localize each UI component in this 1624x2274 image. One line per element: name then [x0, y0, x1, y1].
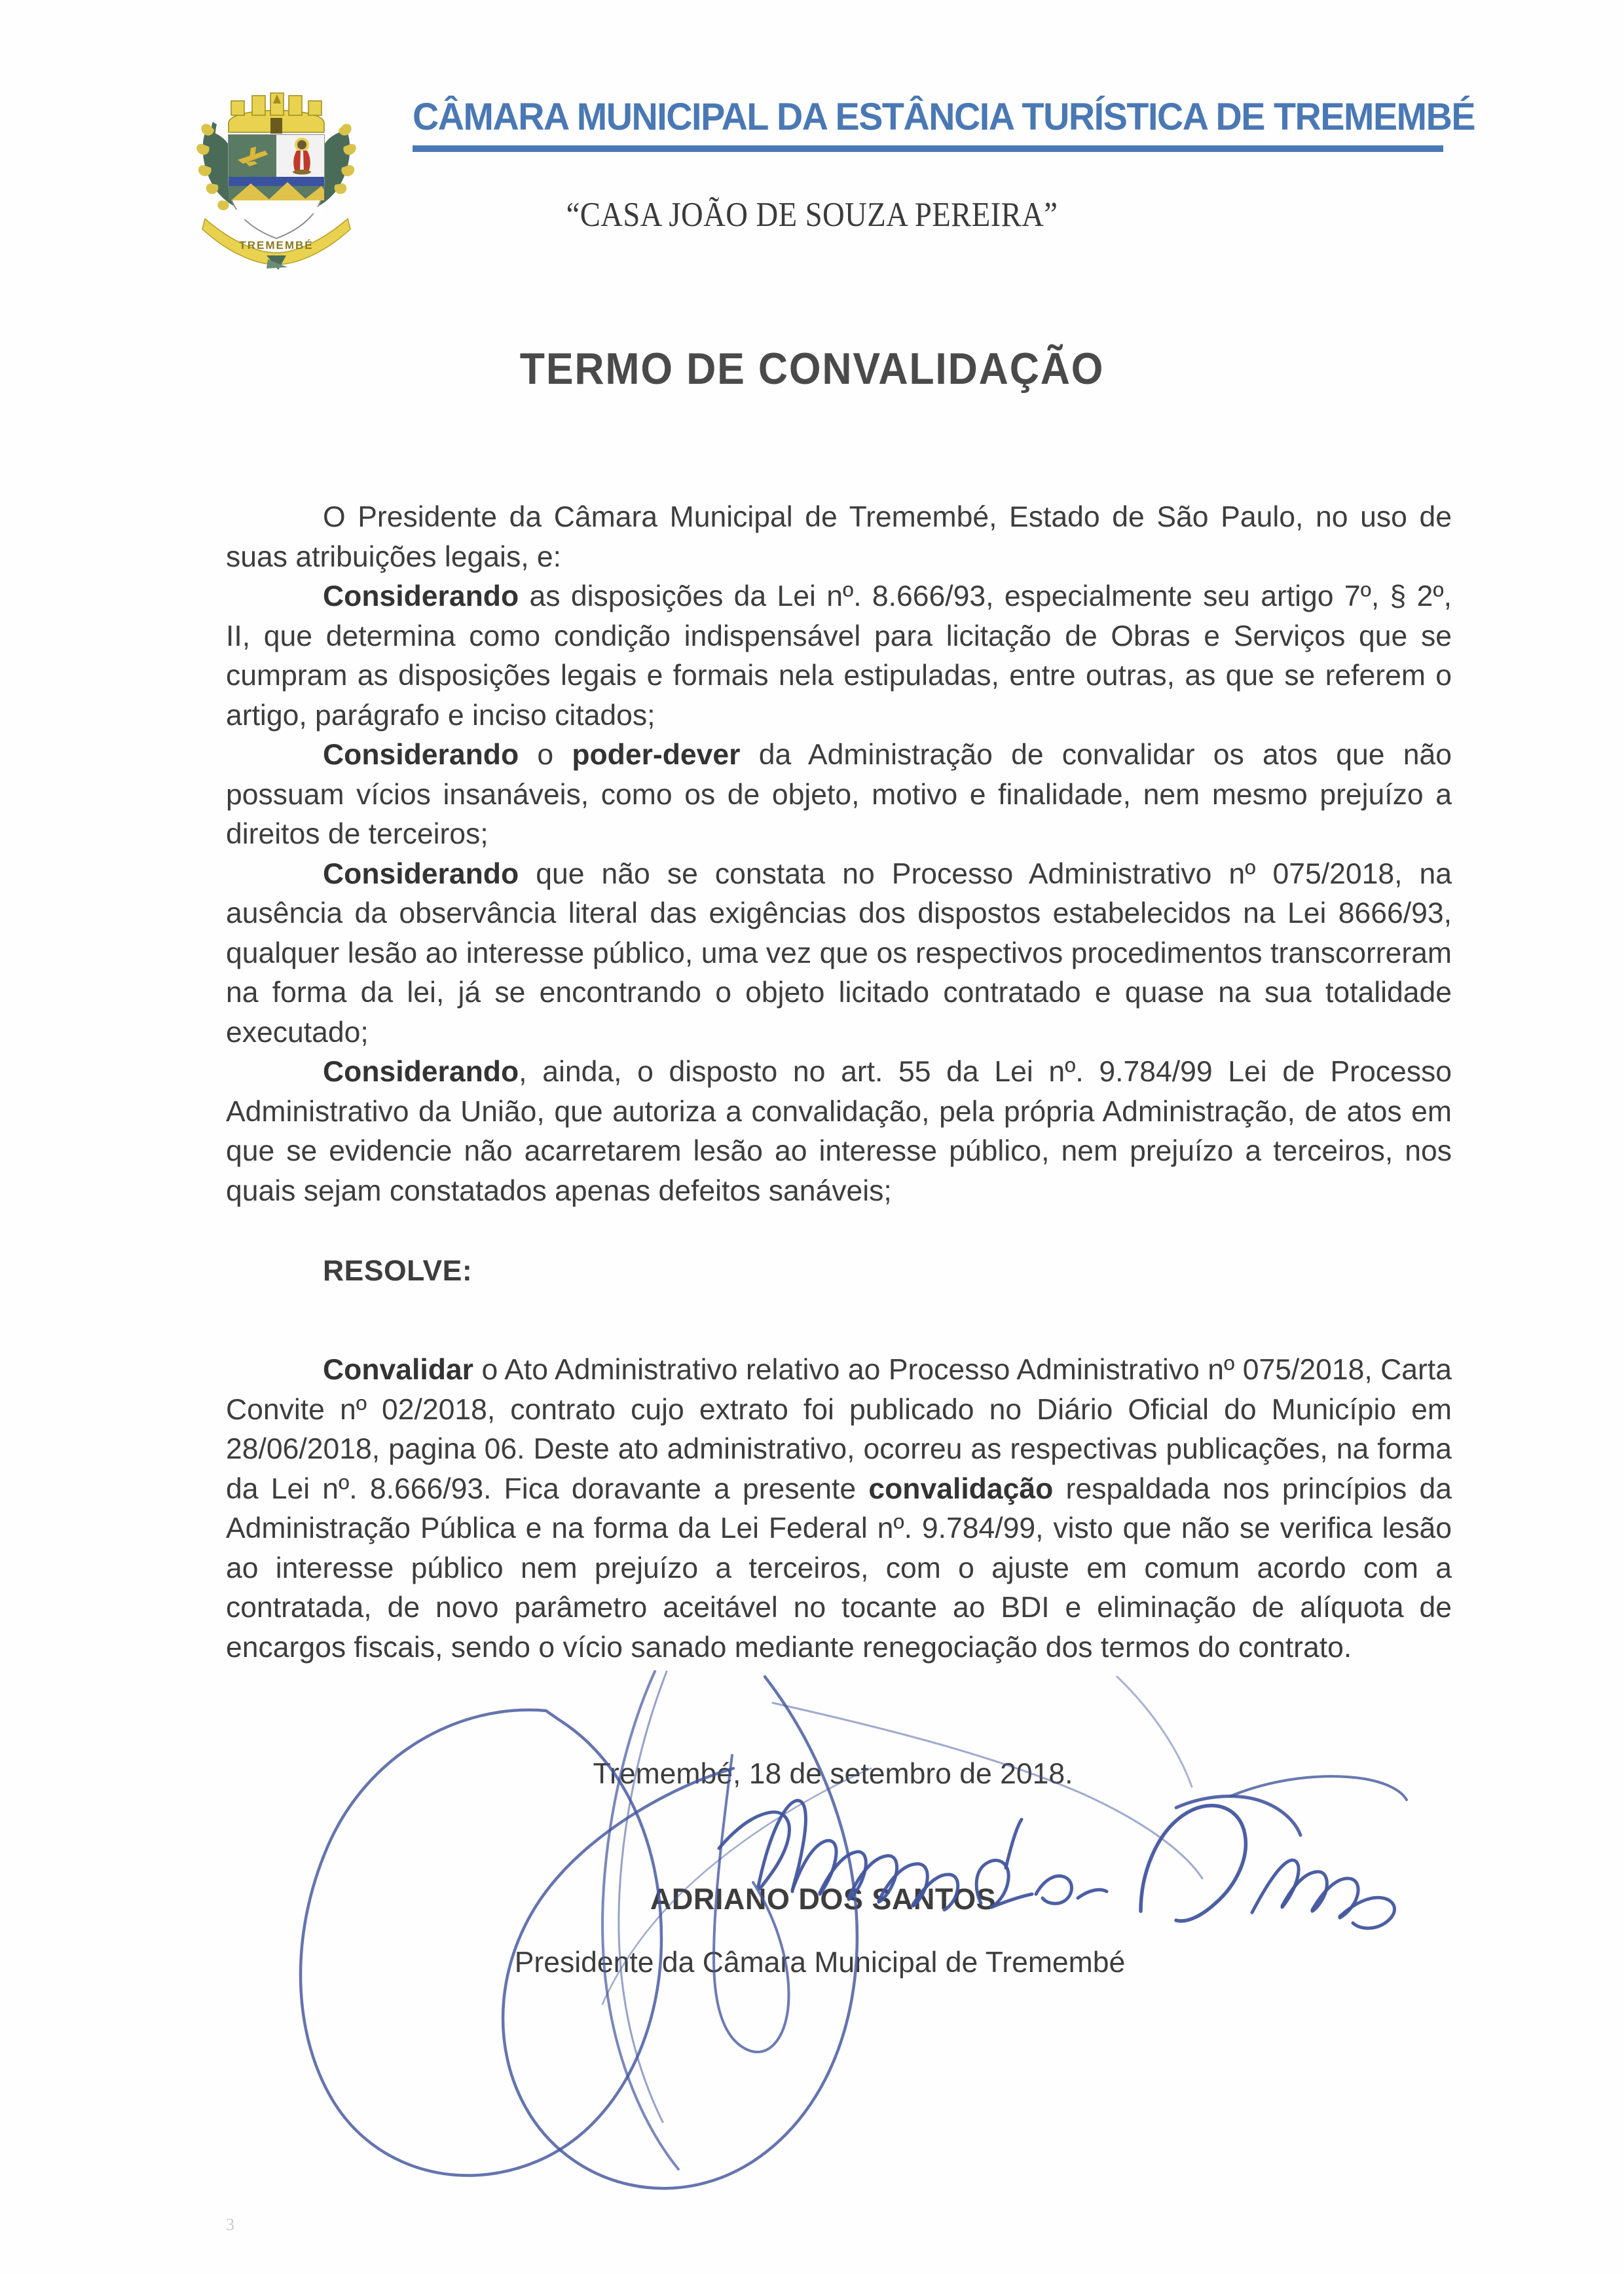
- resolve-label: RESOLVE:: [323, 1255, 473, 1288]
- page-number: 3: [226, 2215, 234, 2234]
- header-divider: [413, 145, 1443, 152]
- header-title-block: [413, 96, 1475, 152]
- spacer: [226, 1320, 1452, 1351]
- signer-role: Presidente da Câmara Municipal de Tremembé: [514, 1947, 1126, 1979]
- header-subtitle: “CASA JOÃO DE SOUZA PEREIRA”: [566, 196, 1058, 234]
- considerando-text-2a: o: [519, 739, 572, 772]
- institution-title: CÂMARA MUNICIPAL DA ESTÂNCIA TURÍSTICA DE TREMEMBÉ: [413, 96, 1475, 138]
- considerando-text-4: , ainda, o disposto no art. 55 da Lei nº. 9.784/99 Lei de Processo Administrativo da União, que autoriza a convalidação, pela própria Administração, de atos em que se evidencie não acarretarem lesão ao interesse público, nem prejuízo a terceiros, nos quais sejam constatados apenas defeitos sanáveis;: [226, 1056, 1452, 1207]
- convalidar-text-a: o Ato Administrativo relativo ao Processo Administrativo nº 075/2018, Carta Convite nº 02/2018, contrato cujo extrato foi publicado no Diário Oficial do Município em 28/06/2018, pagina 06. Deste ato administrativo, ocorreu as respectivas publicações, na forma da Lei nº. 8.666/93. Fica doravante a presente: [226, 1354, 1452, 1505]
- document-body: [226, 498, 1452, 1668]
- place-and-date: Tremembé, 18 de setembro de 2018.: [593, 1758, 1073, 1790]
- paragraph-considerando-3: [226, 855, 1452, 1053]
- preamble-text: O Presidente da Câmara Municipal de Tremembé, Estado de São Paulo, no uso de suas atribuições legais, e:: [226, 501, 1452, 573]
- considerando-lead-2: Considerando: [323, 739, 519, 772]
- paragraph-considerando-2: [226, 736, 1452, 855]
- page-title: TERMO DE CONVALIDAÇÃO: [519, 344, 1105, 394]
- convalidar-text-b: respaldada nos princípios da Administração Pública e na forma da Lei Federal nº. 9.784/99, visto que não se verifica lesão ao interesse público nem prejuízo a terceiros, com o ajuste em comum acordo com a contratada, de novo parâmetro aceitável no tocante ao BDI e eliminação de alíquota de encargos fiscais, sendo o vício sanado mediante renegociação dos termos do contrato.: [226, 1472, 1452, 1664]
- coat-of-arms-icon: [194, 84, 358, 270]
- considerando-text-2b: da Administração de convalidar os atos que não possuam vícios insanáveis, como os de objeto, motivo e finalidade, nem mesmo prejuízo a direitos de terceiros;: [226, 739, 1452, 851]
- paragraph-convalidar: [226, 1351, 1452, 1668]
- signer-name: ADRIANO DOS SANTOS: [650, 1882, 997, 1916]
- considerando-lead-3: Considerando: [323, 857, 519, 890]
- considerando-lead-1: Considerando: [323, 580, 519, 613]
- paragraph-considerando-1: [226, 577, 1452, 736]
- svg-text:TREMEMBÉ: TREMEMBÉ: [239, 239, 314, 252]
- paragraph-considerando-4: [226, 1053, 1452, 1211]
- considerando-text-1: as disposições da Lei nº. 8.666/93, especialmente seu artigo 7º, § 2º, II, que determina como condição indispensável para licitação de Obras e Serviços que se cumpram as disposições legais e formais nela estipuladas, entre outras, as que se referem o artigo, parágrafo e inciso citados;: [226, 580, 1452, 732]
- paragraph-preamble: [226, 498, 1452, 577]
- document-header: [0, 0, 1624, 282]
- convalidacao-emphasis: convalidação: [868, 1472, 1054, 1505]
- considerando-lead-4: Considerando: [323, 1056, 519, 1089]
- convalidar-lead: Convalidar: [323, 1354, 473, 1387]
- poder-dever-emphasis: poder-dever: [572, 739, 741, 772]
- signature-block: [0, 1758, 1624, 1979]
- considerando-text-3: que não se constata no Processo Administrativo nº 075/2018, na ausência da observância literal das exigências dos dispostos estabelecidos na Lei 8666/93, qualquer lesão ao interesse público, uma vez que os respectivos procedimentos transcorreram na forma da lei, já se encontrando o objeto licitado contratado e quase na sua totalidade executado;: [226, 857, 1452, 1049]
